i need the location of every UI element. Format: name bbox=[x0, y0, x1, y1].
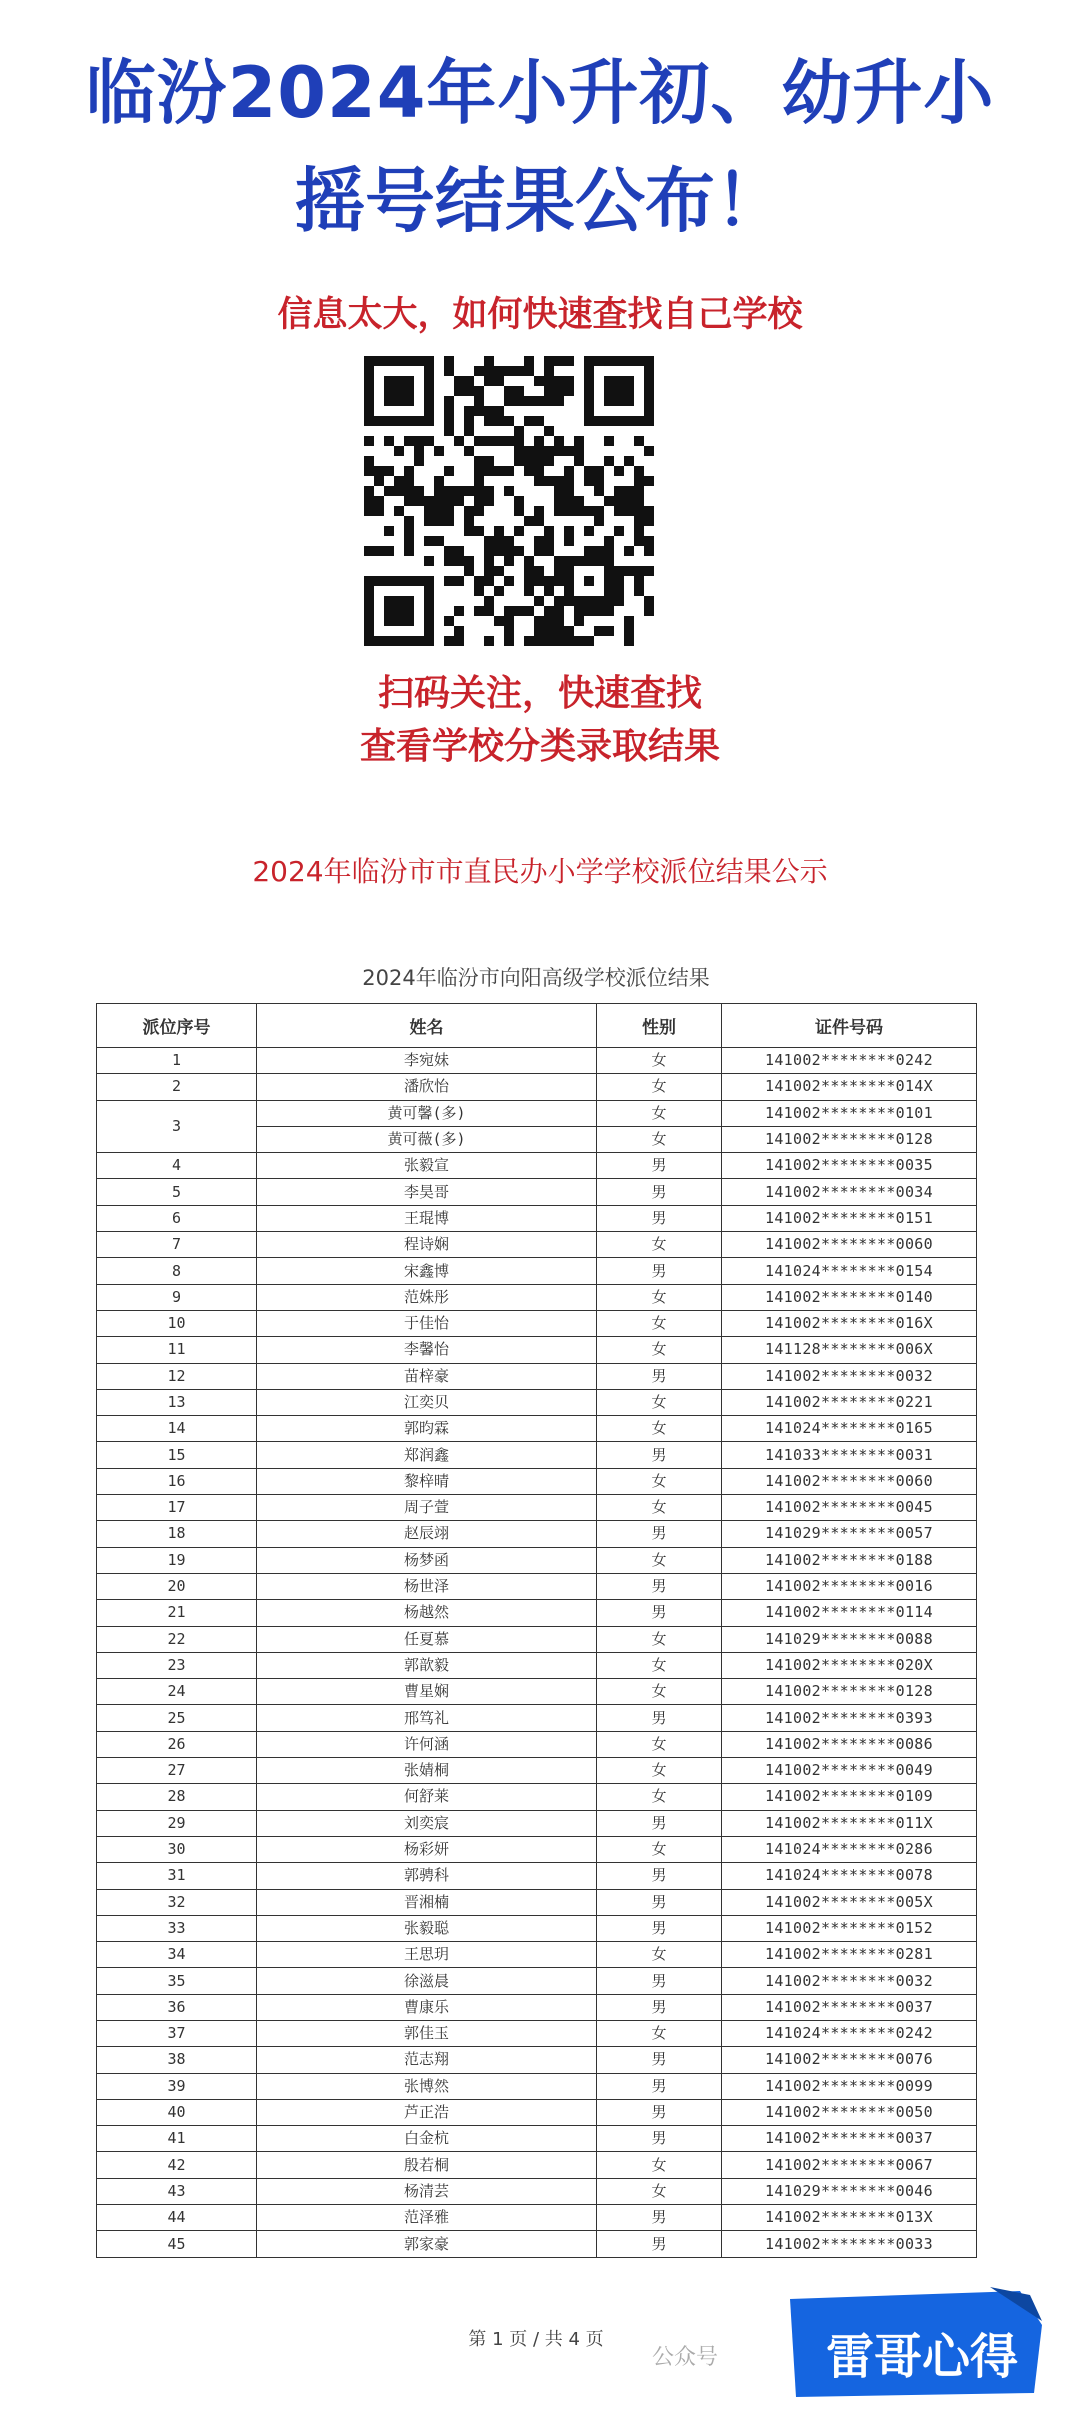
cell-id: 141002********0128 bbox=[722, 1679, 977, 1705]
table-row bbox=[97, 1731, 977, 1757]
scan-instruction-2: 查看学校分类录取结果 bbox=[359, 726, 720, 767]
cell-id: 141002********0140 bbox=[722, 1284, 977, 1310]
cell-id: 141002********0128 bbox=[722, 1126, 977, 1152]
section-title: 2024年临汾市市直民办小学学校派位结果公示 bbox=[252, 855, 828, 888]
cell-gender: 女 bbox=[597, 1758, 722, 1784]
cell-id: 141002********0151 bbox=[722, 1205, 977, 1231]
table-row bbox=[97, 1994, 977, 2020]
cell-gender: 男 bbox=[597, 1915, 722, 1941]
table-row bbox=[97, 1600, 977, 1626]
cell-seq: 31 bbox=[97, 1863, 257, 1889]
results-table bbox=[96, 1003, 977, 2258]
table-row bbox=[97, 1652, 977, 1678]
cell-id: 141002********0033 bbox=[722, 2231, 977, 2257]
cell-seq: 27 bbox=[97, 1758, 257, 1784]
table-row bbox=[97, 1836, 977, 1862]
cell-seq: 10 bbox=[97, 1310, 257, 1336]
table-row bbox=[97, 1626, 977, 1652]
cell-gender: 女 bbox=[597, 1836, 722, 1862]
results-table-container bbox=[96, 1003, 976, 2258]
table-row bbox=[97, 1495, 977, 1521]
cell-gender: 女 bbox=[597, 1048, 722, 1074]
table-row bbox=[97, 1179, 977, 1205]
cell-seq: 44 bbox=[97, 2205, 257, 2231]
col-header-gender: 性别 bbox=[597, 1004, 722, 1048]
table-row bbox=[97, 1284, 977, 1310]
qr-code-icon[interactable] bbox=[364, 356, 654, 646]
cell-seq: 33 bbox=[97, 1915, 257, 1941]
cell-gender: 女 bbox=[597, 1126, 722, 1152]
cell-seq: 34 bbox=[97, 1942, 257, 1968]
cell-gender: 女 bbox=[597, 1100, 722, 1126]
cell-seq: 26 bbox=[97, 1731, 257, 1757]
table-row bbox=[97, 1547, 977, 1573]
cell-name: 周子萱 bbox=[257, 1495, 597, 1521]
cell-seq: 30 bbox=[97, 1836, 257, 1862]
cell-name: 郑润鑫 bbox=[257, 1442, 597, 1468]
cell-gender: 女 bbox=[597, 1784, 722, 1810]
table-row bbox=[97, 1205, 977, 1231]
cell-id: 141029********0046 bbox=[722, 2178, 977, 2204]
cell-name: 张博然 bbox=[257, 2073, 597, 2099]
table-row bbox=[97, 1442, 977, 1468]
table-row bbox=[97, 1758, 977, 1784]
table-row bbox=[97, 2099, 977, 2125]
page-indicator: 第 1 页 / 共 4 页 bbox=[468, 2329, 604, 2350]
table-row bbox=[97, 1784, 977, 1810]
table-row bbox=[97, 1258, 977, 1284]
cell-seq: 12 bbox=[97, 1363, 257, 1389]
cell-id: 141002********0060 bbox=[722, 1232, 977, 1258]
cell-id: 141002********013X bbox=[722, 2205, 977, 2231]
cell-id: 141002********0076 bbox=[722, 2047, 977, 2073]
col-header-name: 姓名 bbox=[257, 1004, 597, 1048]
cell-gender: 男 bbox=[597, 2126, 722, 2152]
cell-gender: 女 bbox=[597, 1284, 722, 1310]
cell-name: 杨梦函 bbox=[257, 1547, 597, 1573]
cell-gender: 男 bbox=[597, 1810, 722, 1836]
cell-name: 程诗娴 bbox=[257, 1232, 597, 1258]
cell-id: 141024********0154 bbox=[722, 1258, 977, 1284]
cell-gender: 男 bbox=[597, 1521, 722, 1547]
cell-name: 范志翔 bbox=[257, 2047, 597, 2073]
table-row bbox=[97, 2178, 977, 2204]
table-row bbox=[97, 1363, 977, 1389]
cell-seq: 35 bbox=[97, 1968, 257, 1994]
cell-gender: 男 bbox=[597, 2073, 722, 2099]
cell-name: 杨世泽 bbox=[257, 1573, 597, 1599]
cell-id: 141002********0032 bbox=[722, 1363, 977, 1389]
cell-gender: 女 bbox=[597, 1416, 722, 1442]
cell-gender: 女 bbox=[597, 1547, 722, 1573]
cell-name: 白金杭 bbox=[257, 2126, 597, 2152]
cell-name: 黄可薇(多) bbox=[257, 1126, 597, 1152]
cell-name: 邢笃礼 bbox=[257, 1705, 597, 1731]
table-header-row bbox=[97, 1004, 977, 1048]
cell-gender: 男 bbox=[597, 1363, 722, 1389]
table-row bbox=[97, 1074, 977, 1100]
cell-seq: 4 bbox=[97, 1153, 257, 1179]
cell-id: 141002********0049 bbox=[722, 1758, 977, 1784]
cell-seq: 11 bbox=[97, 1337, 257, 1363]
cell-gender: 女 bbox=[597, 1468, 722, 1494]
table-row bbox=[97, 1389, 977, 1415]
table-row bbox=[97, 1232, 977, 1258]
table-row bbox=[97, 1705, 977, 1731]
cell-seq: 41 bbox=[97, 2126, 257, 2152]
cell-seq: 21 bbox=[97, 1600, 257, 1626]
cell-gender: 女 bbox=[597, 1310, 722, 1336]
cell-gender: 男 bbox=[597, 2047, 722, 2073]
cell-name: 殷若桐 bbox=[257, 2152, 597, 2178]
cell-gender: 男 bbox=[597, 2231, 722, 2257]
cell-id: 141024********0286 bbox=[722, 1836, 977, 1862]
cell-gender: 男 bbox=[597, 1179, 722, 1205]
cell-id: 141002********0152 bbox=[722, 1915, 977, 1941]
cell-name: 李宛妹 bbox=[257, 1048, 597, 1074]
cell-name: 芦正浩 bbox=[257, 2099, 597, 2125]
table-row bbox=[97, 2231, 977, 2257]
cell-gender: 女 bbox=[597, 1389, 722, 1415]
cell-seq: 5 bbox=[97, 1179, 257, 1205]
cell-gender: 男 bbox=[597, 1600, 722, 1626]
cell-id: 141128********006X bbox=[722, 1337, 977, 1363]
cell-id: 141002********0045 bbox=[722, 1495, 977, 1521]
cell-gender: 女 bbox=[597, 1232, 722, 1258]
cell-gender: 女 bbox=[597, 2152, 722, 2178]
cell-id: 141002********005X bbox=[722, 1889, 977, 1915]
cell-seq: 45 bbox=[97, 2231, 257, 2257]
cell-seq: 39 bbox=[97, 2073, 257, 2099]
cell-id: 141029********0057 bbox=[722, 1521, 977, 1547]
cell-name: 宋鑫博 bbox=[257, 1258, 597, 1284]
cell-id: 141002********0101 bbox=[722, 1100, 977, 1126]
cell-seq: 6 bbox=[97, 1205, 257, 1231]
cell-name: 张婧桐 bbox=[257, 1758, 597, 1784]
cell-id: 141029********0088 bbox=[722, 1626, 977, 1652]
cell-seq: 2 bbox=[97, 1074, 257, 1100]
cell-name: 范泽雅 bbox=[257, 2205, 597, 2231]
cell-seq: 42 bbox=[97, 2152, 257, 2178]
table-row bbox=[97, 1310, 977, 1336]
watermark: 公众号 bbox=[652, 2345, 719, 2370]
cell-name: 黄可馨(多) bbox=[257, 1100, 597, 1126]
cell-id: 141002********0221 bbox=[722, 1389, 977, 1415]
cell-name: 杨清芸 bbox=[257, 2178, 597, 2204]
cell-id: 141002********0016 bbox=[722, 1573, 977, 1599]
cell-id: 141002********020X bbox=[722, 1652, 977, 1678]
cell-id: 141002********0188 bbox=[722, 1547, 977, 1573]
cell-seq: 19 bbox=[97, 1547, 257, 1573]
cell-id: 141002********0242 bbox=[722, 1048, 977, 1074]
table-row bbox=[97, 2205, 977, 2231]
search-hint: 信息太大，如何快速查找自己学校 bbox=[277, 295, 803, 335]
cell-id: 141033********0031 bbox=[722, 1442, 977, 1468]
cell-name: 赵辰翊 bbox=[257, 1521, 597, 1547]
table-row bbox=[97, 1100, 977, 1126]
table-row bbox=[97, 1810, 977, 1836]
document-title: 2024年临汾市向阳高级学校派位结果 bbox=[362, 966, 710, 990]
cell-gender: 男 bbox=[597, 1705, 722, 1731]
cell-gender: 男 bbox=[597, 2205, 722, 2231]
col-header-seq: 派位序号 bbox=[97, 1004, 257, 1048]
cell-name: 曹康乐 bbox=[257, 1994, 597, 2020]
cell-seq: 23 bbox=[97, 1652, 257, 1678]
cell-name: 曹星娴 bbox=[257, 1679, 597, 1705]
cell-id: 141002********0109 bbox=[722, 1784, 977, 1810]
table-row bbox=[97, 2020, 977, 2046]
headline-line2: 摇号结果公布！ bbox=[295, 160, 785, 242]
cell-seq: 3 bbox=[97, 1100, 257, 1153]
cell-id: 141002********0037 bbox=[722, 2126, 977, 2152]
cell-gender: 女 bbox=[597, 2020, 722, 2046]
cell-name: 郭骋科 bbox=[257, 1863, 597, 1889]
cell-name: 范姝彤 bbox=[257, 1284, 597, 1310]
table-row bbox=[97, 2047, 977, 2073]
table-row bbox=[97, 1889, 977, 1915]
cell-name: 张毅宣 bbox=[257, 1153, 597, 1179]
cell-seq: 14 bbox=[97, 1416, 257, 1442]
cell-name: 晋湘楠 bbox=[257, 1889, 597, 1915]
cell-gender: 男 bbox=[597, 1863, 722, 1889]
cell-id: 141002********0067 bbox=[722, 2152, 977, 2178]
cell-id: 141002********0281 bbox=[722, 1942, 977, 1968]
cell-gender: 男 bbox=[597, 1889, 722, 1915]
cell-name: 郭佳玉 bbox=[257, 2020, 597, 2046]
cell-seq: 36 bbox=[97, 1994, 257, 2020]
cell-seq: 38 bbox=[97, 2047, 257, 2073]
cell-gender: 女 bbox=[597, 1942, 722, 1968]
cell-id: 141002********011X bbox=[722, 1810, 977, 1836]
cell-id: 141002********0032 bbox=[722, 1968, 977, 1994]
cell-id: 141002********016X bbox=[722, 1310, 977, 1336]
cell-gender: 男 bbox=[597, 1153, 722, 1179]
table-row bbox=[97, 1679, 977, 1705]
cell-name: 黎梓晴 bbox=[257, 1468, 597, 1494]
cell-name: 于佳怡 bbox=[257, 1310, 597, 1336]
cell-seq: 40 bbox=[97, 2099, 257, 2125]
cell-seq: 18 bbox=[97, 1521, 257, 1547]
headline-line1: 临汾2024年小升初、幼升小 bbox=[85, 52, 995, 134]
cell-name: 刘奕宸 bbox=[257, 1810, 597, 1836]
cell-seq: 8 bbox=[97, 1258, 257, 1284]
cell-seq: 28 bbox=[97, 1784, 257, 1810]
cell-name: 张毅聪 bbox=[257, 1915, 597, 1941]
table-row bbox=[97, 1048, 977, 1074]
cell-name: 苗梓豪 bbox=[257, 1363, 597, 1389]
cell-gender: 女 bbox=[597, 1337, 722, 1363]
cell-id: 141002********0114 bbox=[722, 1600, 977, 1626]
cell-name: 李馨怡 bbox=[257, 1337, 597, 1363]
cell-seq: 20 bbox=[97, 1573, 257, 1599]
cell-name: 何舒莱 bbox=[257, 1784, 597, 1810]
cell-gender: 女 bbox=[597, 1731, 722, 1757]
table-row bbox=[97, 1942, 977, 1968]
cell-gender: 男 bbox=[597, 1205, 722, 1231]
cell-seq: 15 bbox=[97, 1442, 257, 1468]
cell-name: 王琨博 bbox=[257, 1205, 597, 1231]
table-row bbox=[97, 1337, 977, 1363]
cell-name: 江奕贝 bbox=[257, 1389, 597, 1415]
cell-seq: 16 bbox=[97, 1468, 257, 1494]
cell-seq: 7 bbox=[97, 1232, 257, 1258]
cell-gender: 男 bbox=[597, 1573, 722, 1599]
cell-seq: 22 bbox=[97, 1626, 257, 1652]
cell-gender: 女 bbox=[597, 1626, 722, 1652]
cell-id: 141002********0099 bbox=[722, 2073, 977, 2099]
cell-gender: 女 bbox=[597, 1679, 722, 1705]
table-row bbox=[97, 1968, 977, 1994]
table-row bbox=[97, 1915, 977, 1941]
cell-gender: 女 bbox=[597, 1652, 722, 1678]
cell-id: 141002********0060 bbox=[722, 1468, 977, 1494]
cell-id: 141002********0393 bbox=[722, 1705, 977, 1731]
col-header-id: 证件号码 bbox=[722, 1004, 977, 1048]
cell-seq: 17 bbox=[97, 1495, 257, 1521]
table-row bbox=[97, 1521, 977, 1547]
cell-seq: 25 bbox=[97, 1705, 257, 1731]
cell-gender: 女 bbox=[597, 1495, 722, 1521]
cell-name: 杨彩妍 bbox=[257, 1836, 597, 1862]
cell-id: 141002********0037 bbox=[722, 1994, 977, 2020]
cell-gender: 女 bbox=[597, 1074, 722, 1100]
cell-seq: 37 bbox=[97, 2020, 257, 2046]
cell-id: 141002********0034 bbox=[722, 1179, 977, 1205]
cell-id: 141024********0242 bbox=[722, 2020, 977, 2046]
cell-seq: 13 bbox=[97, 1389, 257, 1415]
cell-gender: 男 bbox=[597, 1968, 722, 1994]
cell-id: 141002********0035 bbox=[722, 1153, 977, 1179]
table-row bbox=[97, 1573, 977, 1599]
cell-seq: 24 bbox=[97, 1679, 257, 1705]
table-row bbox=[97, 1153, 977, 1179]
cell-seq: 29 bbox=[97, 1810, 257, 1836]
table-row bbox=[97, 2126, 977, 2152]
cell-name: 王思玥 bbox=[257, 1942, 597, 1968]
cell-gender: 男 bbox=[597, 2099, 722, 2125]
cell-name: 任夏慕 bbox=[257, 1626, 597, 1652]
table-row bbox=[97, 2152, 977, 2178]
cell-name: 郭昀霖 bbox=[257, 1416, 597, 1442]
scan-instruction-1: 扫码关注，快速查找 bbox=[377, 673, 702, 714]
cell-name: 李昊哥 bbox=[257, 1179, 597, 1205]
cell-name: 许何涵 bbox=[257, 1731, 597, 1757]
cell-id: 141002********0050 bbox=[722, 2099, 977, 2125]
cell-name: 郭歆毅 bbox=[257, 1652, 597, 1678]
cell-gender: 男 bbox=[597, 1258, 722, 1284]
cell-seq: 1 bbox=[97, 1048, 257, 1074]
table-row bbox=[97, 1416, 977, 1442]
cell-gender: 男 bbox=[597, 1442, 722, 1468]
cell-id: 141024********0165 bbox=[722, 1416, 977, 1442]
table-row bbox=[97, 1863, 977, 1889]
cell-gender: 女 bbox=[597, 2178, 722, 2204]
cell-name: 徐滋晨 bbox=[257, 1968, 597, 1994]
cell-name: 潘欣怡 bbox=[257, 1074, 597, 1100]
brand-badge-text: 雷哥心得 bbox=[825, 2329, 1018, 2385]
cell-name: 杨越然 bbox=[257, 1600, 597, 1626]
cell-id: 141002********0086 bbox=[722, 1731, 977, 1757]
table-row bbox=[97, 1468, 977, 1494]
cell-name: 郭家豪 bbox=[257, 2231, 597, 2257]
cell-seq: 43 bbox=[97, 2178, 257, 2204]
cell-id: 141002********014X bbox=[722, 1074, 977, 1100]
table-row bbox=[97, 2073, 977, 2099]
cell-seq: 32 bbox=[97, 1889, 257, 1915]
cell-gender: 男 bbox=[597, 1994, 722, 2020]
cell-seq: 9 bbox=[97, 1284, 257, 1310]
cell-id: 141024********0078 bbox=[722, 1863, 977, 1889]
